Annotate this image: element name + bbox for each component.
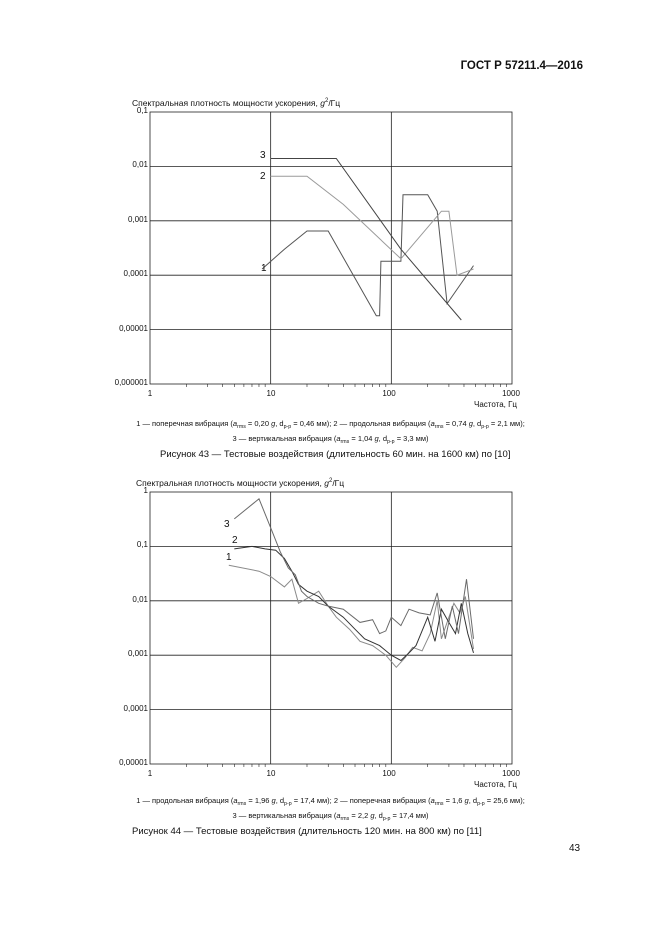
fig44-x-tick: 1 (147, 769, 153, 778)
fig43-x-axis-label: Частота, Гц (474, 400, 518, 409)
fig43-x-tick: 1 (147, 389, 153, 398)
fig43-legend-line-2: 3 — вертикальная вибрация ($a_{rms} = 1,04$ g, $d_{p-p} = 3,3$ мм) (232, 434, 429, 445)
fig43-curve-label-3: 3 (260, 150, 266, 161)
fig43-x-tick: 100 (382, 389, 396, 398)
fig43-x-tick: 10 (266, 389, 276, 398)
fig43-y-tick: 0,0001 (123, 269, 148, 278)
fig44-curve-label-3: 3 (224, 519, 230, 530)
fig44-y-tick: 0,01 (132, 595, 148, 604)
fig44-y-axis-label: Спектральная плотность мощности ускорения, $g^2/Гц$ (136, 478, 345, 488)
fig44-x-tick: 100 (382, 769, 396, 778)
fig43-y-tick: 0,1 (136, 106, 148, 115)
fig44-caption: Рисунок 44 — Тестовые воздействия (длительность 120 мин. на 800 км) по [11] (132, 826, 482, 837)
fig43-y-axis-label: Спектральная плотность мощности ускорения, $g^2/Гц$ (132, 98, 341, 108)
fig44-y-tick: 0,001 (127, 649, 148, 658)
document-header-standard: ГОСТ Р 57211.4—2016 (460, 60, 583, 72)
fig44-legend (0, 795, 661, 825)
fig44-x-tick: 1000 (502, 769, 520, 778)
fig44-legend-line-1: 1 — продольная вибрация ($a_{rms} = 1,96$ g, $d_{p-p} = 17,4$ мм); 2 — поперечная вибрация ($a_{rms} = 1,6$ g, $d_{p-p} = 25,6$ мм); (136, 796, 525, 807)
fig43-legend (0, 418, 661, 448)
fig43-curve-label-2: 2 (260, 171, 266, 182)
page-number: 43 (569, 843, 581, 854)
fig44-y-tick: 1 (143, 486, 148, 495)
fig43-legend-line-1: 1 — поперечная вибрация ($a_{rms} = 0,20$ g, $d_{p-p} = 0,46$ мм); 2 — продольная вибрация ($a_{rms} = 0,74$ g, $d_{p-p} = 2,1$ мм); (136, 419, 525, 430)
fig43-y-tick: 0,000001 (114, 378, 148, 387)
fig43-x-tick: 1000 (502, 389, 520, 398)
plot-frame (150, 112, 512, 384)
fig43-y-tick: 0,00001 (119, 324, 148, 333)
fig43-y-tick: 0,01 (132, 160, 148, 169)
fig44-y-tick: 0,00001 (119, 758, 148, 767)
fig44-legend-line-2: 3 — вертикальная вибрация ($a_{rms} = 2,2$ g, $d_{p-p} = 17,4$ мм) (232, 811, 429, 822)
fig43-caption: Рисунок 43 — Тестовые воздействия (длительность 60 мин. на 1600 км) по [10] (160, 449, 511, 460)
fig43-y-tick: 0,001 (127, 215, 148, 224)
fig44-curve-label-2: 2 (232, 535, 238, 546)
fig43-chart (150, 112, 512, 384)
fig44-y-tick: 0,0001 (123, 704, 148, 713)
series-line-3 (234, 499, 473, 639)
fig44-y-tick: 0,1 (136, 540, 148, 549)
fig44-chart (150, 492, 512, 764)
fig44-x-tick: 10 (266, 769, 276, 778)
series-line-2 (271, 176, 474, 275)
series-line-1 (229, 565, 474, 667)
fig44-x-axis-label: Частота, Гц (474, 780, 518, 789)
series-line-3 (271, 159, 462, 321)
fig44-curve-label-1: 1 (226, 552, 232, 563)
fig43-curve-label-1: 1 (261, 263, 267, 274)
